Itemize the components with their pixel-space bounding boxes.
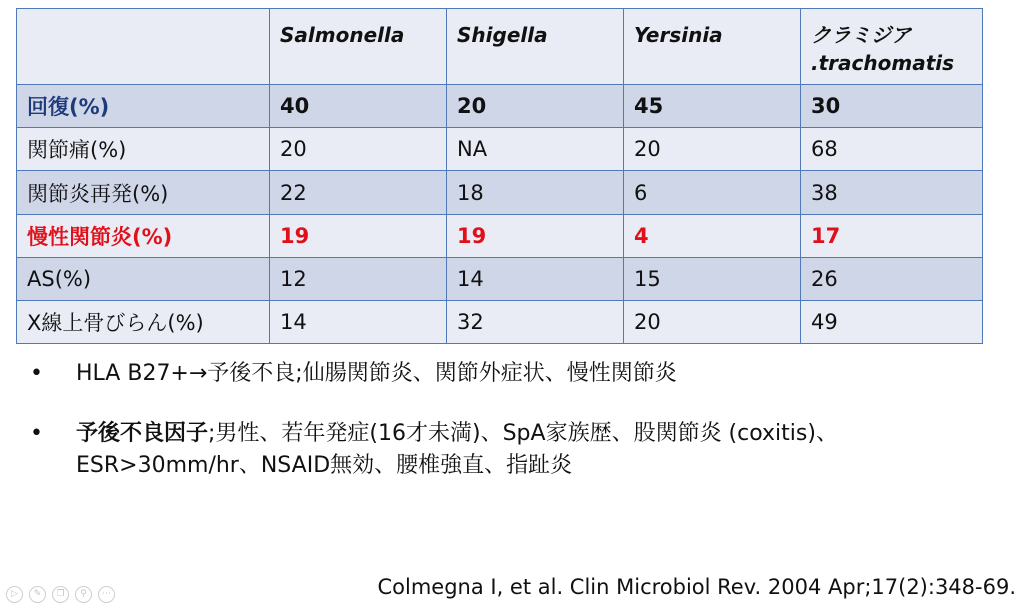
bullet-text: HLA B27+→予後不良;仙腸関節炎、関節外症状、慢性関節炎 (76, 361, 677, 386)
table-cell: 20 (624, 128, 801, 171)
table-cell: 4 (624, 214, 801, 257)
table-row (17, 257, 983, 300)
table-cell: 6 (624, 171, 801, 214)
table-cell: 12 (270, 257, 447, 300)
table-cell: 19 (270, 214, 447, 257)
table-cell: 68 (801, 128, 983, 171)
table-cell: 14 (447, 257, 624, 300)
header-chlamydia: クラミジア .trachomatis (801, 9, 983, 85)
citation: Colmegna I, et al. Clin Microbiol Rev. 2004 Apr;17(2):348-69. (377, 575, 1016, 599)
table-cell: 45 (624, 85, 801, 128)
table-cell: 30 (801, 85, 983, 128)
bullet-text: ;男性、若年発症(16才未満)、SpA家族歴、股関節炎 (coxitis)、ESR>30mm/hr、NSAID無効、腰椎強直、指趾炎 (76, 421, 838, 478)
table-cell: 22 (270, 171, 447, 214)
table-cell: 14 (270, 300, 447, 343)
pen-icon[interactable]: ✎ (29, 586, 46, 603)
play-icon[interactable]: ▷ (6, 586, 23, 603)
header-salmonella: Salmonella (270, 9, 447, 85)
table-cell: 17 (801, 214, 983, 257)
bullet-poor-prognosis (22, 418, 1002, 482)
bullet-list (22, 358, 1002, 482)
row-label-arthritis-recurrence: 関節炎再発(%) (17, 171, 270, 214)
bullet-marker: • (30, 421, 43, 446)
table-cell: 20 (270, 128, 447, 171)
header-empty (17, 9, 270, 85)
row-label-as: AS(%) (17, 257, 270, 300)
table-row (17, 214, 983, 257)
table-cell: 20 (624, 300, 801, 343)
table-cell: 18 (447, 171, 624, 214)
bullet-marker: • (30, 361, 43, 386)
more-icon[interactable]: ⋯ (98, 586, 115, 603)
table-row (17, 300, 983, 343)
table-row (17, 85, 983, 128)
row-label-recovery: 回復(%) (17, 85, 270, 128)
table-cell: 40 (270, 85, 447, 128)
table-row (17, 171, 983, 214)
table-cell: 20 (447, 85, 624, 128)
table-cell: 15 (624, 257, 801, 300)
bullet-hla-b27 (22, 358, 1002, 390)
table-cell: NA (447, 128, 624, 171)
table-cell: 32 (447, 300, 624, 343)
table-row (17, 128, 983, 171)
slide-toolbar (6, 586, 115, 603)
bullet-heading: 予後不良因子 (76, 421, 209, 446)
row-label-xray-erosion: X線上骨びらん(%) (17, 300, 270, 343)
outcomes-table (16, 8, 983, 344)
zoom-icon[interactable]: ⚲ (75, 586, 92, 603)
copy-icon[interactable]: ❐ (52, 586, 69, 603)
header-shigella: Shigella (447, 9, 624, 85)
table-cell: 38 (801, 171, 983, 214)
row-label-arthralgia: 関節痛(%) (17, 128, 270, 171)
row-label-chronic-arthritis: 慢性関節炎(%) (17, 214, 270, 257)
table-cell: 49 (801, 300, 983, 343)
table-cell: 26 (801, 257, 983, 300)
header-yersinia: Yersinia (624, 9, 801, 85)
table-cell: 19 (447, 214, 624, 257)
header-row (17, 9, 983, 85)
